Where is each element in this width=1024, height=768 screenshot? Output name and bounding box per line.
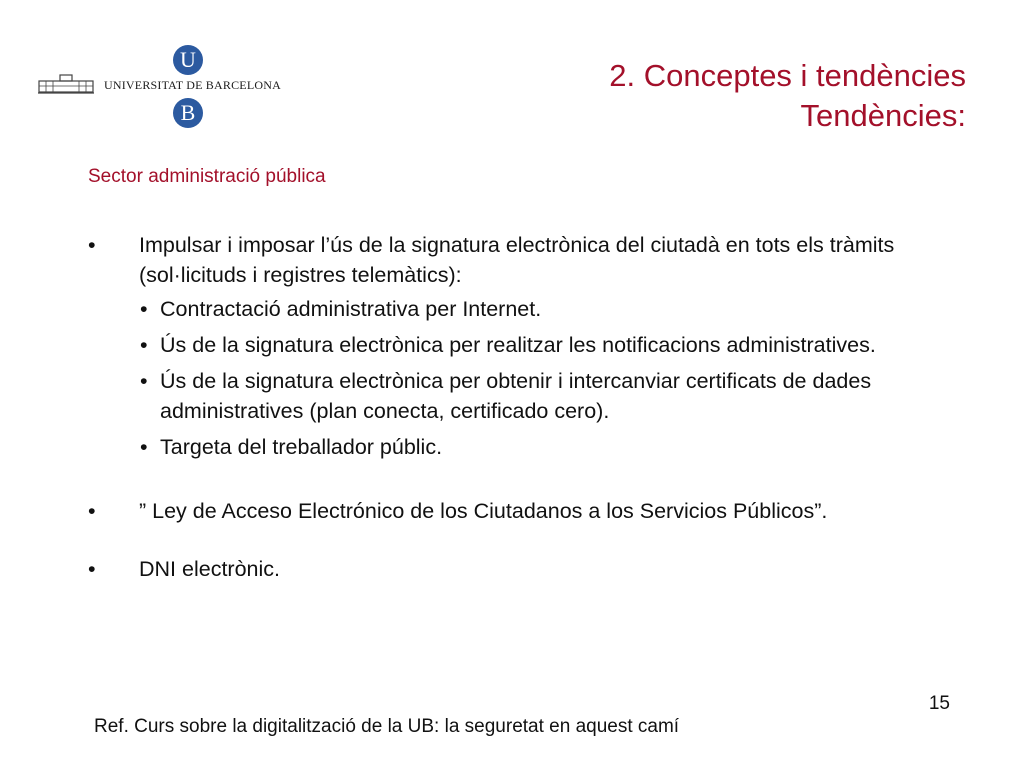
section-subtitle: Sector administració pública	[88, 166, 326, 187]
bullet-marker: •	[140, 435, 148, 459]
bullet-list	[88, 230, 948, 584]
slide-title	[609, 56, 966, 136]
title-line-2: Tendències:	[800, 98, 966, 133]
sub-bullet-item	[88, 366, 948, 426]
bullet-item	[88, 496, 948, 526]
bullet-marker: •	[140, 333, 148, 357]
sub-bullet-item	[88, 432, 948, 462]
bullet-marker: •	[88, 233, 96, 257]
logo-text: UNIVERSITAT DE BARCELONA	[104, 78, 281, 92]
page-number: 15	[928, 693, 950, 714]
bullet-text: Impulsar i imposar l’ús de la signatura electrònica del ciutadà en tots els tràmits (sol·licituds i registres telemàtics):	[139, 233, 895, 287]
sub-bullet-text: Ús de la signatura electrònica per obtenir i intercanviar certificats de dades administratives (plan conecta, certificado cero).	[160, 369, 872, 423]
title-line-1: 2. Conceptes i tendències	[609, 58, 966, 93]
sub-bullet-item	[88, 330, 948, 360]
sub-bullet-text: Targeta del treballador públic.	[160, 435, 443, 459]
sub-bullet-text: Ús de la signatura electrònica per realitzar les notificacions administratives.	[160, 333, 876, 357]
logo-u-disc: U	[173, 45, 203, 75]
sub-bullet-item	[88, 294, 948, 324]
university-logo	[38, 42, 281, 132]
bullet-text: ” Ley de Acceso Electrónico de los Ciutadanos a los Servicios Públicos”.	[139, 499, 828, 523]
bullet-item	[88, 554, 948, 584]
bullet-marker: •	[88, 499, 96, 523]
building-icon	[38, 72, 94, 94]
bullet-marker: •	[88, 557, 96, 581]
bullet-marker: •	[140, 297, 148, 321]
reference-footer: Ref. Curs sobre la digitalització de la UB: la seguretat en aquest camí	[94, 716, 680, 737]
bullet-item	[88, 230, 948, 290]
sub-bullet-text: Contractació administrativa per Internet.	[160, 297, 542, 321]
logo-b-disc: B	[173, 98, 203, 128]
bullet-marker: •	[140, 369, 148, 393]
bullet-text: DNI electrònic.	[139, 557, 280, 581]
